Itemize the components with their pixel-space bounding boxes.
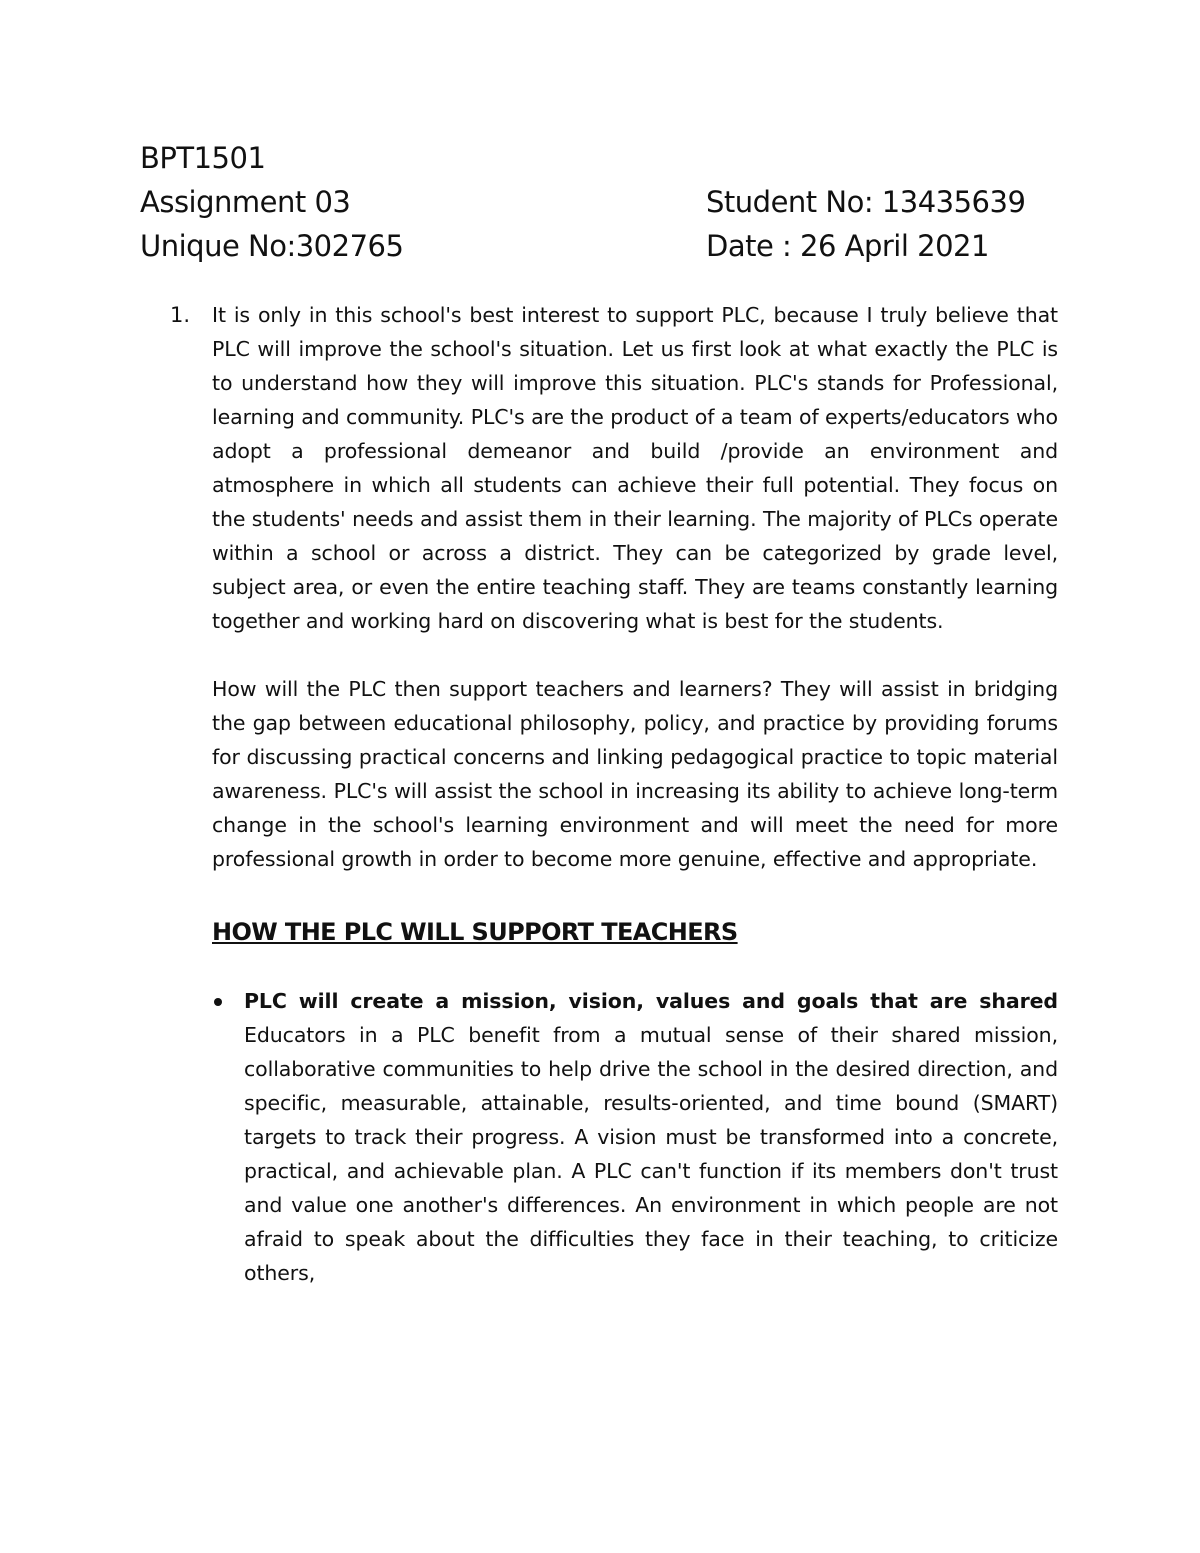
paragraph-plc-definition: It is only in this school's best interest to support PLC, because I truly believe that PLC will improve the school's situation. Let us first look at what exactly the PLC is to understand how they will improve this situation. PLC's stands for Professional, learning and community. PLC's are the product of a team of experts/educators who adopt a professional demeanor and build /provide an environment and atmosphere in which all students can achieve their full potential. They focus on the students' needs and assist them in their learning. The majority of PLCs operate within a school or across a district. They can be categorized by grade level, subject area, or even the entire teaching staff. They are teams constantly learning together and working hard on discovering what is best for the students. [212,303,1058,633]
section-heading: HOW THE PLC WILL SUPPORT TEACHERS [212,918,738,946]
header-row-1 [140,136,1040,180]
bullet-title: PLC will create a mission, vision, values and goals that are shared [244,989,1058,1013]
header-row-2 [140,180,1040,224]
unique-number: Unique No:302765 [140,229,404,263]
assignment-header [140,136,1040,268]
course-code: BPT1501 [140,141,266,175]
bullet-paragraph [244,984,1058,1290]
submission-date: Date : 26 April 2021 [706,229,989,263]
bullet-item [212,984,1058,1290]
bullet-body: Educators in a PLC benefit from a mutual sense of their shared mission, collaborative communities to help drive the school in the desired direction, and specific, measurable, attainable, results-oriented, and time bound (SMART) targets to track their progress. A vision must be transformed into a concrete, practical, and achievable plan. A PLC can't function if its members don't trust and value one another's differences. An environment in which people are not afraid to speak about the difficulties they face in their teaching, to criticize others, [244,1023,1058,1285]
bullet-list [212,984,1058,1290]
paragraph-plc-support: How will the PLC then support teachers and learners? They will assist in bridging the gap between educational philosophy, policy, and practice by providing forums for discussing practical concerns and linking pedagogical practice to topic material awareness. PLC's will assist the school in increasing its ability to achieve long-term change in the school's learning environment and will meet the need for more professional growth in order to become more genuine, effective and appropriate. [212,677,1058,871]
numbered-list [170,298,1058,1290]
header-row-3 [140,224,1040,268]
list-item-1 [170,298,1058,1290]
bullet-dot-icon [214,998,222,1006]
assignment-number: Assignment 03 [140,185,351,219]
student-number: Student No: 13435639 [706,185,1026,219]
list-item-number: 1. [170,303,191,327]
